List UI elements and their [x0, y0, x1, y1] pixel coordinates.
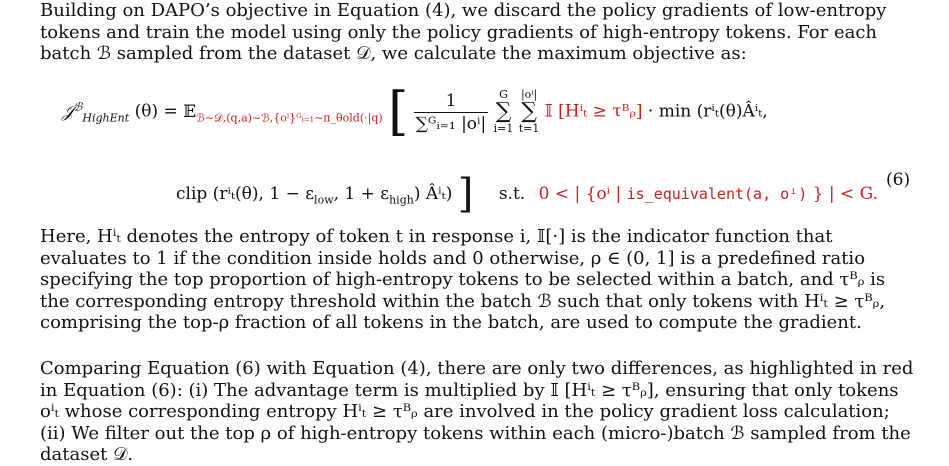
equation-number: (6) — [886, 170, 911, 190]
paragraph-definitions: Here, Hⁱₜ denotes the entropy of token t in response i, 𝕀[·] is the indicator function that evaluates to 1 if the condition inside holds and 0 otherwise, ρ ∈ (0, 1] is a predefined ratio specifying the top proportion of high-entropy tokens to be selected within a batch, and τᴮᵨ is the corresponding entropy threshold within the batch ℬ such that only tokens with Hⁱₜ ≥ τᴮᵨ, comprising the top-ρ fraction of all tokens in the batch, are used to compute the gradient. — [40, 226, 886, 333]
expectation: 𝔼$_{ℬ\sim 𝒟,(q,a)\sim ℬ,\{o^i\}ᴳᵢ_{=1}\sim\pi\_\theta old(\cdot|q)}$ — [183, 101, 383, 124]
sum-over-i: G ∑ i=1 — [493, 88, 514, 135]
equation-line-2 — [176, 168, 878, 220]
indicator-term: 𝕀 [Hⁱₜ ≥ τᴮᵨ] — [544, 101, 643, 122]
paragraph-comparison: Comparing Equation (6) with Equation (4), there are only two differences, as highlighted in red in Equation (6): (i) The advantage term is multiplied by 𝕀 [Hⁱₜ ≥ τᴮᵨ], ensuring that only tokens oⁱₜ whose corresponding entropy Hⁱₜ ≥ τᴮᵨ are involved in the policy gradient loss calculation; (ii) We filter out the top ρ of high-entropy tokens within each (micro-)batch ℬ sampled from the dataset 𝒟. — [40, 358, 914, 465]
normalizer-fraction: $\frac{1}{\text{∑ᴳᵢ₌₁ |oⁱ|}}$ — [415, 90, 487, 134]
paragraph-intro: Building on DAPO’s objective in Equation (4), we discard the policy gradients of low-entropy tokens and train the model using only the policy gradients of high-entropy tokens. For each batch ℬ sampled from the dataset 𝒟, we calculate the maximum objective as: — [40, 0, 887, 64]
right-bracket: ] — [457, 171, 474, 217]
clip-term: clip (rⁱₜ(θ), $1 - \varepsilon_{low}$, $1 + \varepsilon_{high}$) Âⁱₜ) — [176, 183, 453, 206]
objective-symbol: 𝒥$^ℬ_{HighEnt}$ — [62, 99, 130, 124]
min-term: · min (rⁱₜ(θ)Âⁱₜ, — [647, 101, 768, 122]
left-bracket: [ — [388, 82, 409, 142]
sum-over-t: |oⁱ| ∑ t=1 — [518, 88, 540, 135]
objective-arg: (θ) = — [134, 101, 178, 122]
constraint: 0 < | {oⁱ | is_equivalent(a, oⁱ) } | < G. — [538, 183, 879, 204]
such-that-label: s.t. — [498, 183, 526, 204]
equation-line-1 — [62, 82, 768, 142]
